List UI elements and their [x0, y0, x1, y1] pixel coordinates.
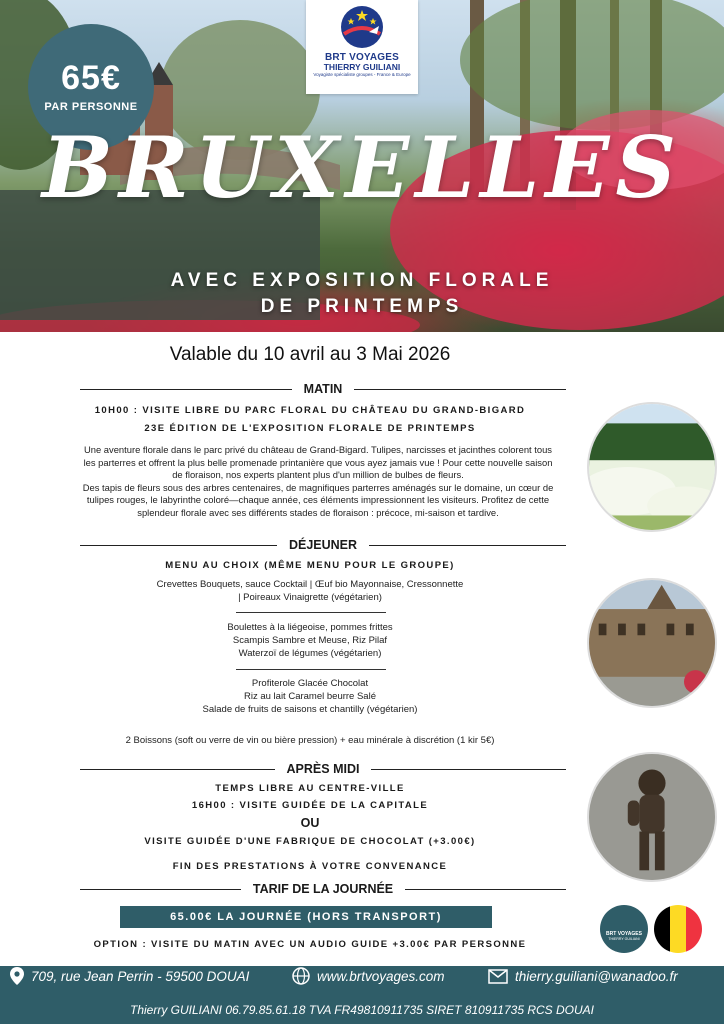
menu-item: Salade de fruits de saisons et chantilly (végétarien) — [202, 704, 418, 715]
menu-item: Riz au lait Caramel beurre Salé — [243, 691, 376, 702]
email-link[interactable]: thierry.guiliani@wanadoo.fr — [515, 968, 678, 984]
section-heading-matin — [80, 381, 566, 397]
footer-address — [10, 967, 249, 985]
menu-mains — [60, 621, 560, 660]
menu-divider — [236, 612, 386, 613]
brand-logo — [306, 0, 418, 94]
logo-tagline: Voyagiste spécialiste groupes - France & Europe — [313, 72, 411, 78]
photo-grand-place — [587, 578, 717, 708]
matin-line2: 23E ÉDITION DE L'EXPOSITION FLORALE DE PRINTEMPS — [144, 423, 476, 434]
belgium-flag-icon — [654, 905, 702, 953]
small-logo-brand: BRT VOYAGES — [606, 931, 642, 937]
para2-line: splendeur florale avec ses différents stades de floraison : précoce, mi-saison et tardive. — [137, 506, 499, 518]
section-heading-tarif — [80, 881, 566, 897]
menu-title: MENU AU CHOIX (MÊME MENU POUR LE GROUPE) — [165, 560, 455, 571]
tarif-price: 65.00€ LA JOURNÉE (HORS TRANSPORT) — [170, 911, 442, 923]
apres-midi-line1: TEMPS LIBRE AU CENTRE-VILLE — [215, 783, 405, 794]
hero-subtitle-line1: AVEC EXPOSITION FLORALE — [170, 270, 554, 291]
website-link[interactable]: www.brtvoyages.com — [317, 968, 445, 984]
section-heading-apres-midi — [80, 761, 566, 777]
menu-divider — [236, 669, 386, 670]
menu-item: Waterzoï de légumes (végétarien) — [238, 648, 382, 659]
matin-line1: 10H00 : VISITE LIBRE DU PARC FLORAL DU CHÂTEAU DU GRAND-BIGARD — [94, 405, 526, 416]
hero-banner — [0, 0, 724, 332]
section-heading-dejeuner — [80, 537, 566, 553]
small-logo-name: THIERRY GUILIANI — [608, 937, 640, 941]
footer — [0, 966, 724, 1024]
menu-item: Boulettes à la liégeoise, pommes frittes — [227, 622, 393, 633]
small-brand-logo — [600, 905, 648, 953]
para2-line: Des tapis de fleurs sous des arbres centenaires, de magnifiques parterres aménagés sur le domaine, un cœur de — [82, 481, 554, 493]
menu-item: Crevettes Bouquets, sauce Cocktail | Œuf bio Mayonnaise, Cressonnette — [156, 579, 464, 590]
matin-paragraph-1 — [44, 444, 592, 520]
location-pin-icon — [10, 967, 24, 985]
para1-line: Une aventure florale dans le parc privé du château de Grand-Bigard. Tulipes, narcisses et jacinthes colorent tous — [84, 444, 552, 455]
para2-line: tulipes rouges, le labyrinthe coloré—chaque année, ces éléments impressionnent les visiteurs. Profitez de cette — [86, 494, 550, 506]
para1-line: les parterres et offrent la plus belle promenade printanière que vous ayez jamais vue ! Pour cette nouvelle saison — [83, 456, 553, 468]
para1-line: de floraison, nos experts plantent plus d'un million de bulbes de fleurs. — [172, 469, 464, 481]
validity-dates: Valable du 10 avril au 3 Mai 2026 — [169, 344, 451, 365]
apres-midi-heading: APRÈS MIDI — [286, 762, 360, 776]
envelope-icon — [488, 969, 508, 984]
apres-midi-line4: FIN DES PRESTATIONS À VOTRE CONVENANCE — [172, 861, 448, 872]
matin-heading: MATIN — [303, 382, 343, 396]
photo-manneken-pis — [587, 752, 717, 882]
or-separator: OU — [300, 816, 320, 830]
globe-logo-icon — [339, 4, 385, 50]
footer-email[interactable] — [488, 969, 678, 984]
tarif-price-box — [120, 906, 492, 928]
globe-icon — [292, 967, 310, 985]
logo-brand: BRT VOYAGES — [324, 52, 400, 63]
price-amount: 65€ — [61, 59, 121, 97]
hero-title: BRUXELLES — [41, 118, 683, 217]
menu-item: Scampis Sambre et Meuse, Riz Pilaf — [232, 635, 388, 646]
footer-legal: Thierry GUILIANI 06.79.85.61.18 TVA FR49810911735 SIRET 810911735 RCS DOUAI — [129, 1003, 595, 1017]
menu-item: | Poireaux Vinaigrette (végétarien) — [238, 592, 382, 603]
address-text: 709, rue Jean Perrin - 59500 DOUAI — [31, 968, 250, 984]
logo-name: THIERRY GUILIANI — [323, 62, 401, 72]
apres-midi-line2: 16H00 : VISITE GUIDÉE DE LA CAPITALE — [191, 800, 429, 811]
tarif-heading: TARIF DE LA JOURNÉE — [252, 882, 394, 896]
menu-starters — [60, 578, 560, 604]
menu-drinks: 2 Boissons (soft ou verre de vin ou bière pression) + eau minérale à discrétion (1 kir 5€) — [125, 735, 495, 746]
photo-tulip-garden — [587, 402, 717, 532]
apres-midi-line3: VISITE GUIDÉE D'UNE FABRIQUE DE CHOCOLAT (+3.00€) — [144, 836, 476, 847]
tarif-option: OPTION : VISITE DU MATIN AVEC UN AUDIO GUIDE +3.00€ PAR PERSONNE — [93, 939, 527, 950]
price-label: PAR PERSONNE — [44, 101, 138, 113]
hero-subtitle-line2: DE PRINTEMPS — [260, 296, 464, 317]
menu-item: Profiterole Glacée Chocolat — [251, 678, 369, 689]
dejeuner-heading: DÉJEUNER — [288, 538, 358, 552]
footer-website[interactable] — [292, 967, 445, 985]
menu-desserts — [60, 677, 560, 716]
